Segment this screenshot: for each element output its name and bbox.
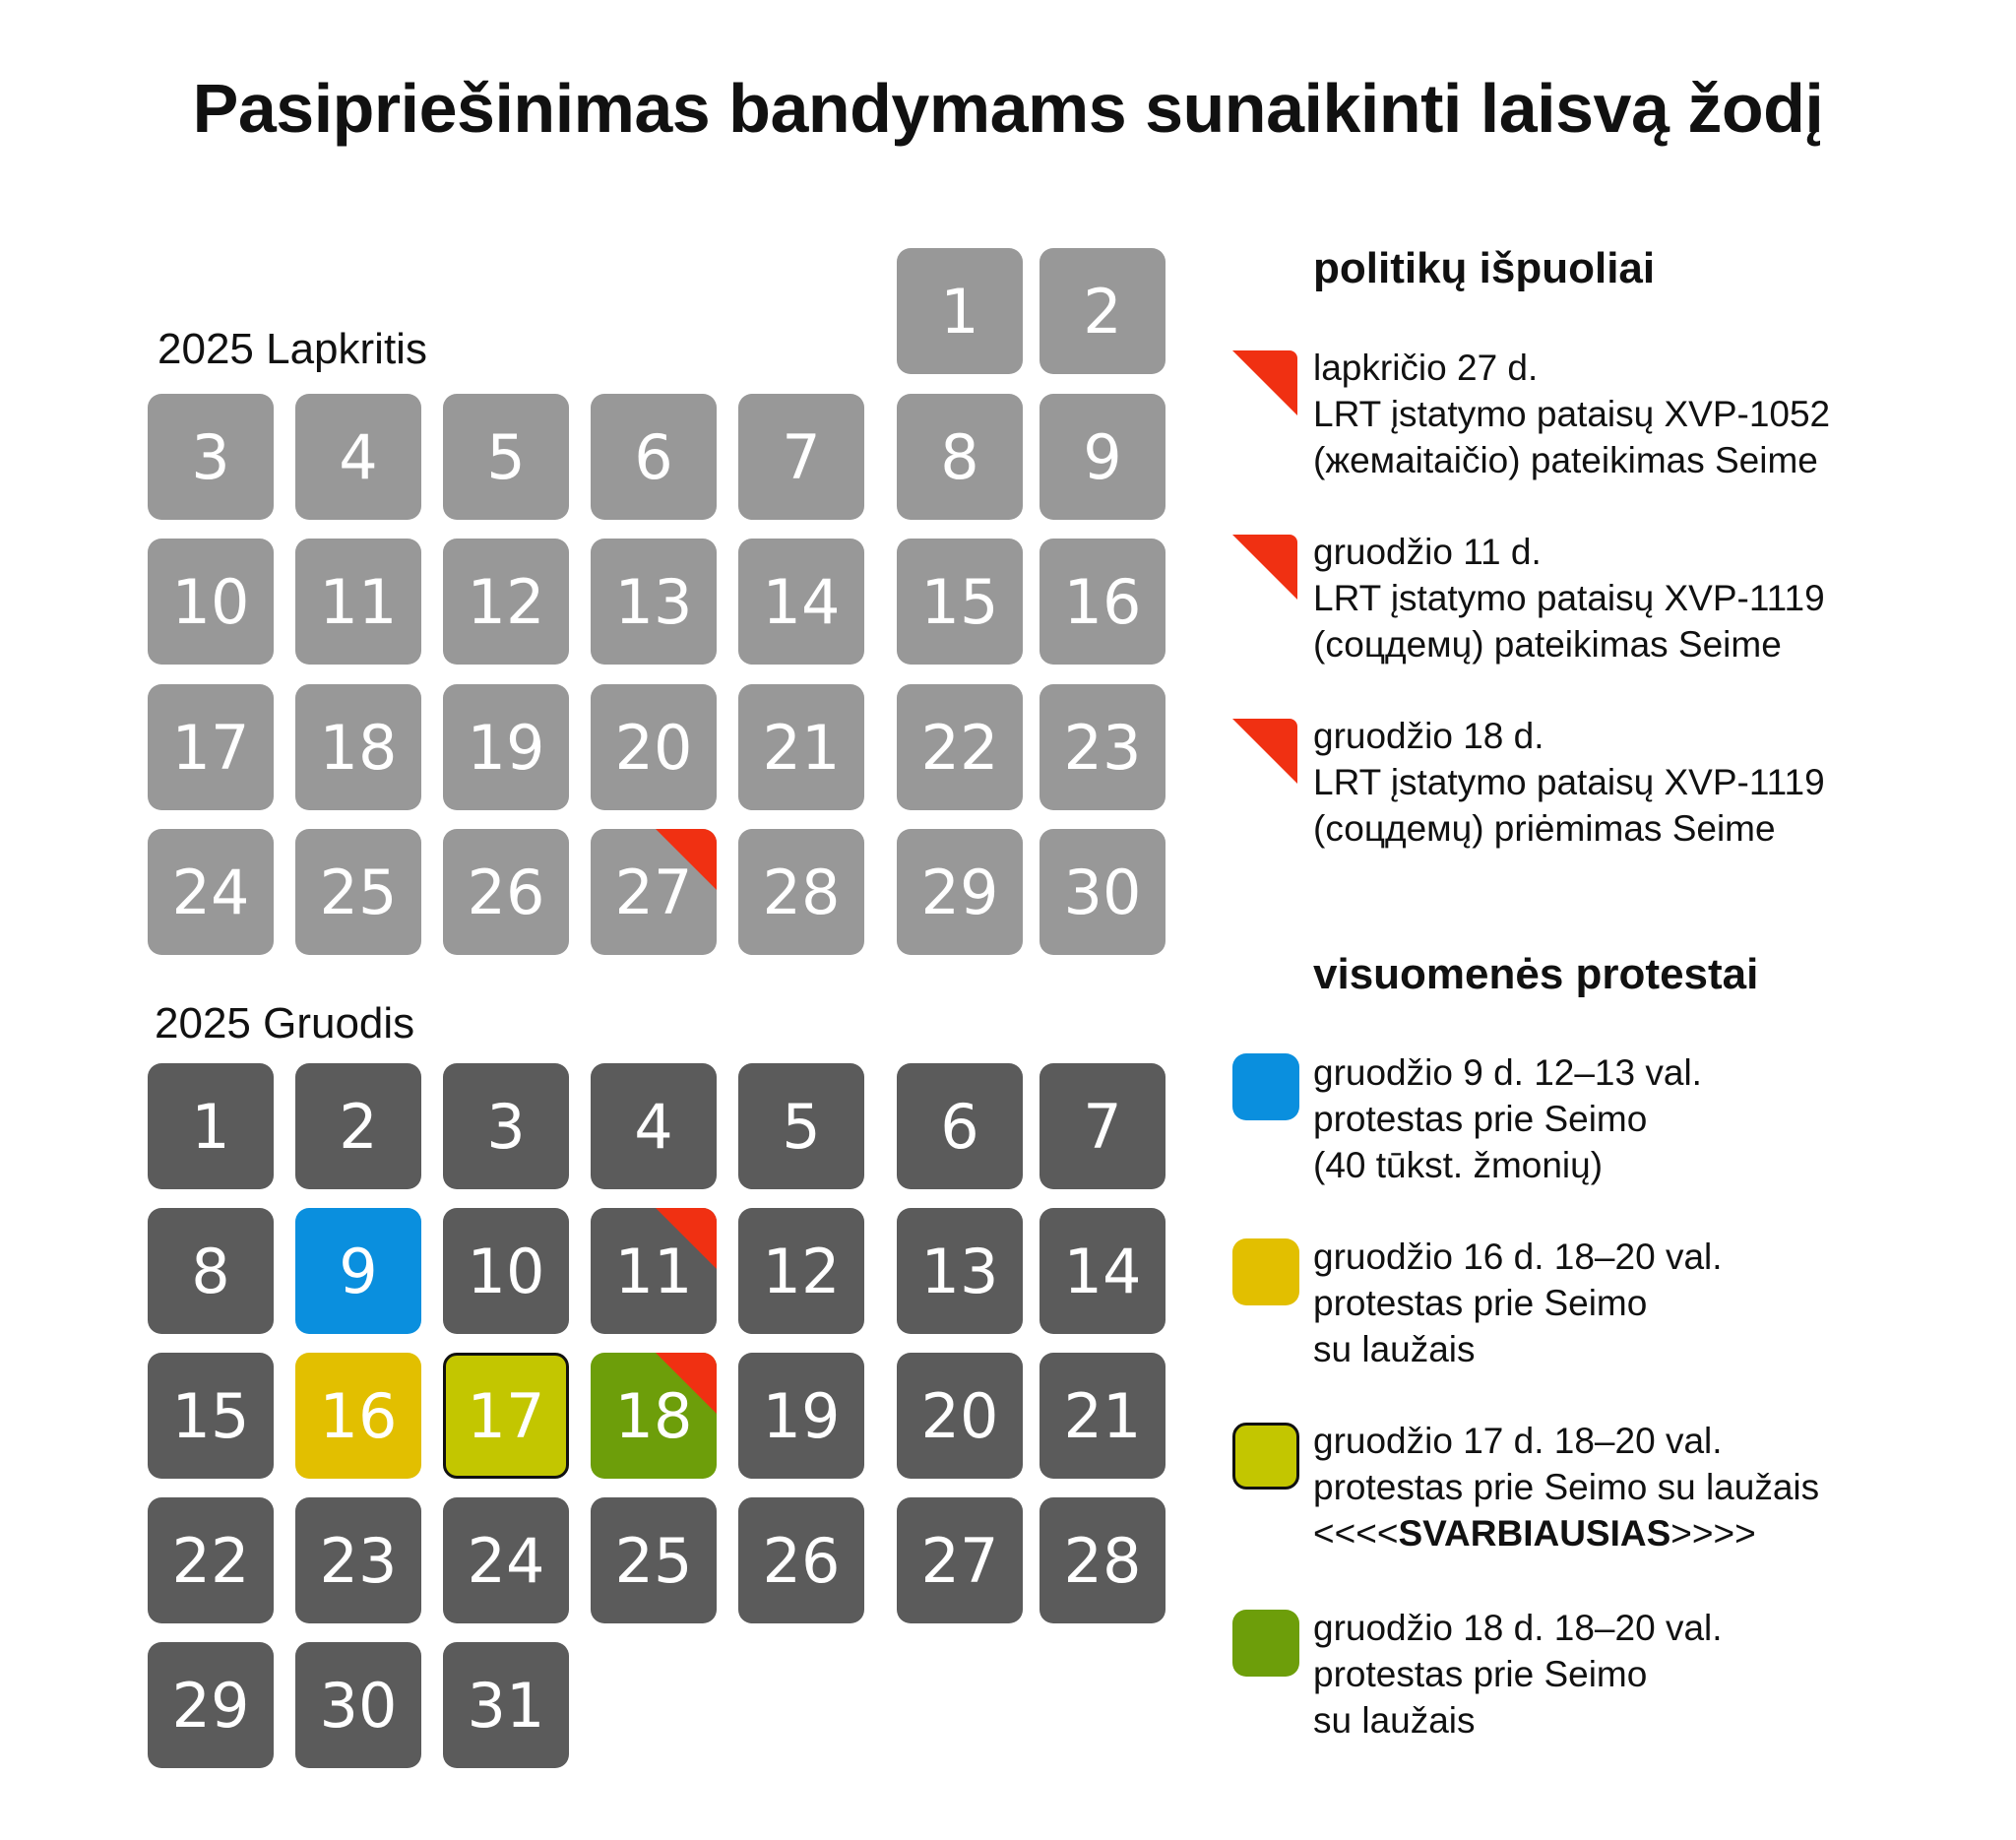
day-number: 18 bbox=[614, 1379, 693, 1452]
politics-line: LRT įstatymo pataisų XVP-1119 bbox=[1313, 578, 1825, 618]
day-number: 10 bbox=[171, 565, 250, 638]
day-number: 4 bbox=[339, 420, 378, 493]
day-number: 20 bbox=[920, 1379, 999, 1452]
day-number: 22 bbox=[171, 1524, 250, 1597]
politics-line: LRT įstatymo pataisų XVP-1119 bbox=[1313, 762, 1825, 802]
nov-day-21 bbox=[738, 684, 864, 810]
politics-item bbox=[1313, 529, 1825, 667]
dec-day-25 bbox=[591, 1497, 717, 1623]
day-number: 7 bbox=[782, 420, 821, 493]
page-title: Pasipriešinimas bandymams sunaikinti laisvą žodį bbox=[192, 70, 1824, 147]
day-number: 27 bbox=[614, 856, 693, 928]
day-number: 29 bbox=[920, 856, 999, 928]
politics-date: gruodžio 11 d. bbox=[1313, 532, 1542, 572]
protest-item bbox=[1313, 1049, 1702, 1188]
day-number: 9 bbox=[1083, 420, 1122, 493]
day-number: 11 bbox=[614, 1235, 693, 1307]
protest-line: gruodžio 18 d. 18–20 val. bbox=[1313, 1608, 1723, 1648]
day-number: 27 bbox=[920, 1524, 999, 1597]
day-number: 21 bbox=[762, 711, 841, 784]
dec-day-4 bbox=[591, 1063, 717, 1189]
nov-day-26 bbox=[443, 829, 569, 955]
dec-day-15 bbox=[148, 1353, 274, 1479]
nov-day-25 bbox=[295, 829, 421, 955]
day-number: 12 bbox=[762, 1235, 841, 1307]
day-number: 30 bbox=[319, 1669, 398, 1742]
nov-day-27 bbox=[591, 829, 717, 955]
nov-day-13 bbox=[591, 539, 717, 665]
dec-day-10 bbox=[443, 1208, 569, 1334]
nov-day-29 bbox=[897, 829, 1023, 955]
day-number: 26 bbox=[467, 856, 545, 928]
dec-day-30 bbox=[295, 1642, 421, 1768]
dec-day-14 bbox=[1040, 1208, 1166, 1334]
day-number: 12 bbox=[467, 565, 545, 638]
protest-item bbox=[1313, 1234, 1723, 1372]
attack-flag-icon bbox=[1232, 719, 1297, 784]
protest-swatch bbox=[1232, 1610, 1299, 1677]
politics-item bbox=[1313, 713, 1825, 852]
nov-day-10 bbox=[148, 539, 274, 665]
dec-day-17 bbox=[443, 1353, 569, 1479]
day-number: 15 bbox=[171, 1379, 250, 1452]
day-number: 14 bbox=[762, 565, 841, 638]
day-number: 5 bbox=[782, 1090, 821, 1163]
dec-day-29 bbox=[148, 1642, 274, 1768]
protest-line: protestas prie Seimo bbox=[1313, 1654, 1648, 1694]
day-number: 13 bbox=[614, 565, 693, 638]
nov-day-4 bbox=[295, 394, 421, 520]
nov-day-2 bbox=[1040, 248, 1166, 374]
nov-day-19 bbox=[443, 684, 569, 810]
day-number: 31 bbox=[467, 1669, 545, 1742]
nov-day-16 bbox=[1040, 539, 1166, 665]
dec-day-6 bbox=[897, 1063, 1023, 1189]
protest-line: su laužais bbox=[1313, 1700, 1476, 1741]
day-number: 16 bbox=[1063, 565, 1142, 638]
day-number: 3 bbox=[191, 420, 230, 493]
day-number: 19 bbox=[762, 1379, 841, 1452]
day-number: 24 bbox=[171, 856, 250, 928]
politics-line: (соцдемų) priėmimas Seime bbox=[1313, 808, 1776, 849]
dec-day-9 bbox=[295, 1208, 421, 1334]
day-number: 25 bbox=[319, 856, 398, 928]
dec-day-2 bbox=[295, 1063, 421, 1189]
nov-day-23 bbox=[1040, 684, 1166, 810]
nov-day-11 bbox=[295, 539, 421, 665]
day-number: 8 bbox=[191, 1235, 230, 1307]
day-number: 17 bbox=[171, 711, 250, 784]
day-number: 23 bbox=[319, 1524, 398, 1597]
protest-line: protestas prie Seimo bbox=[1313, 1283, 1648, 1323]
nov-day-8 bbox=[897, 394, 1023, 520]
attack-flag-icon bbox=[1232, 535, 1297, 600]
arrow-text: <<<< bbox=[1313, 1513, 1399, 1554]
protest-item bbox=[1313, 1418, 1819, 1556]
politics-heading: politikų išpuoliai bbox=[1313, 244, 1656, 292]
dec-day-18 bbox=[591, 1353, 717, 1479]
dec-day-11 bbox=[591, 1208, 717, 1334]
dec-day-16 bbox=[295, 1353, 421, 1479]
day-number: 29 bbox=[171, 1669, 250, 1742]
day-number: 1 bbox=[940, 275, 979, 348]
attack-flag-icon bbox=[1232, 350, 1297, 415]
day-number: 1 bbox=[191, 1090, 230, 1163]
day-number: 4 bbox=[634, 1090, 673, 1163]
day-number: 19 bbox=[467, 711, 545, 784]
day-number: 20 bbox=[614, 711, 693, 784]
day-number: 14 bbox=[1063, 1235, 1142, 1307]
politics-line: (соцдемų) pateikimas Seime bbox=[1313, 624, 1782, 665]
day-number: 2 bbox=[339, 1090, 378, 1163]
politics-line: (жемaitaičio) pateikimas Seime bbox=[1313, 440, 1818, 480]
nov-day-3 bbox=[148, 394, 274, 520]
politics-date: gruodžio 18 d. bbox=[1313, 716, 1544, 756]
dec-day-12 bbox=[738, 1208, 864, 1334]
day-number: 25 bbox=[614, 1524, 693, 1597]
day-number: 26 bbox=[762, 1524, 841, 1597]
day-number: 3 bbox=[486, 1090, 526, 1163]
dec-day-22 bbox=[148, 1497, 274, 1623]
day-number: 30 bbox=[1063, 856, 1142, 928]
day-number: 11 bbox=[319, 565, 398, 638]
protest-item bbox=[1313, 1605, 1723, 1744]
protests-heading: visuomenės protestai bbox=[1313, 950, 1759, 998]
day-number: 21 bbox=[1063, 1379, 1142, 1452]
day-number: 24 bbox=[467, 1524, 545, 1597]
dec-day-31 bbox=[443, 1642, 569, 1768]
day-number: 18 bbox=[319, 711, 398, 784]
dec-day-19 bbox=[738, 1353, 864, 1479]
politics-date: lapkričio 27 d. bbox=[1313, 348, 1539, 388]
nov-day-20 bbox=[591, 684, 717, 810]
dec-day-13 bbox=[897, 1208, 1023, 1334]
protest-line: gruodžio 16 d. 18–20 val. bbox=[1313, 1237, 1723, 1277]
protest-swatch bbox=[1232, 1053, 1299, 1120]
dec-day-26 bbox=[738, 1497, 864, 1623]
dec-day-23 bbox=[295, 1497, 421, 1623]
protest-swatch bbox=[1232, 1238, 1299, 1305]
dec-day-21 bbox=[1040, 1353, 1166, 1479]
day-number: 7 bbox=[1083, 1090, 1122, 1163]
december-label: 2025 Gruodis bbox=[155, 999, 415, 1047]
day-number: 28 bbox=[762, 856, 841, 928]
day-number: 6 bbox=[940, 1090, 979, 1163]
protest-line: protestas prie Seimo su laužais bbox=[1313, 1467, 1820, 1507]
nov-day-5 bbox=[443, 394, 569, 520]
nov-day-9 bbox=[1040, 394, 1166, 520]
protest-line: su laužais bbox=[1313, 1329, 1476, 1369]
day-number: 23 bbox=[1063, 711, 1142, 784]
nov-day-28 bbox=[738, 829, 864, 955]
day-number: 6 bbox=[634, 420, 673, 493]
day-number: 17 bbox=[467, 1379, 545, 1452]
day-number: 28 bbox=[1063, 1524, 1142, 1597]
day-number: 22 bbox=[920, 711, 999, 784]
dec-day-5 bbox=[738, 1063, 864, 1189]
nov-day-1 bbox=[897, 248, 1023, 374]
protest-line bbox=[1313, 1510, 1819, 1556]
dec-day-24 bbox=[443, 1497, 569, 1623]
nov-day-30 bbox=[1040, 829, 1166, 955]
day-number: 15 bbox=[920, 565, 999, 638]
protest-line: protestas prie Seimo bbox=[1313, 1099, 1648, 1139]
nov-day-24 bbox=[148, 829, 274, 955]
politics-line: LRT įstatymo pataisų XVP-1052 bbox=[1313, 394, 1831, 434]
dec-day-27 bbox=[897, 1497, 1023, 1623]
protest-line: gruodžio 17 d. 18–20 val. bbox=[1313, 1421, 1723, 1461]
dec-day-3 bbox=[443, 1063, 569, 1189]
day-number: 8 bbox=[940, 420, 979, 493]
november-label: 2025 Lapkritis bbox=[158, 325, 427, 373]
protest-line: (40 tūkst. žmonių) bbox=[1313, 1145, 1604, 1185]
dec-day-28 bbox=[1040, 1497, 1166, 1623]
emphasis-text: SVARBIAUSIAS bbox=[1398, 1513, 1671, 1554]
protest-swatch bbox=[1232, 1423, 1299, 1490]
politics-item bbox=[1313, 345, 1830, 483]
day-number: 10 bbox=[467, 1235, 545, 1307]
dec-day-20 bbox=[897, 1353, 1023, 1479]
day-number: 13 bbox=[920, 1235, 999, 1307]
nov-day-18 bbox=[295, 684, 421, 810]
nov-day-17 bbox=[148, 684, 274, 810]
arrow-text: >>>> bbox=[1670, 1513, 1756, 1554]
nov-day-14 bbox=[738, 539, 864, 665]
day-number: 2 bbox=[1083, 275, 1122, 348]
dec-day-7 bbox=[1040, 1063, 1166, 1189]
day-number: 5 bbox=[486, 420, 526, 493]
protest-line: gruodžio 9 d. 12–13 val. bbox=[1313, 1052, 1702, 1093]
nov-day-12 bbox=[443, 539, 569, 665]
dec-day-8 bbox=[148, 1208, 274, 1334]
day-number: 9 bbox=[339, 1235, 378, 1307]
dec-day-1 bbox=[148, 1063, 274, 1189]
day-number: 16 bbox=[319, 1379, 398, 1452]
nov-day-6 bbox=[591, 394, 717, 520]
nov-day-22 bbox=[897, 684, 1023, 810]
nov-day-7 bbox=[738, 394, 864, 520]
nov-day-15 bbox=[897, 539, 1023, 665]
